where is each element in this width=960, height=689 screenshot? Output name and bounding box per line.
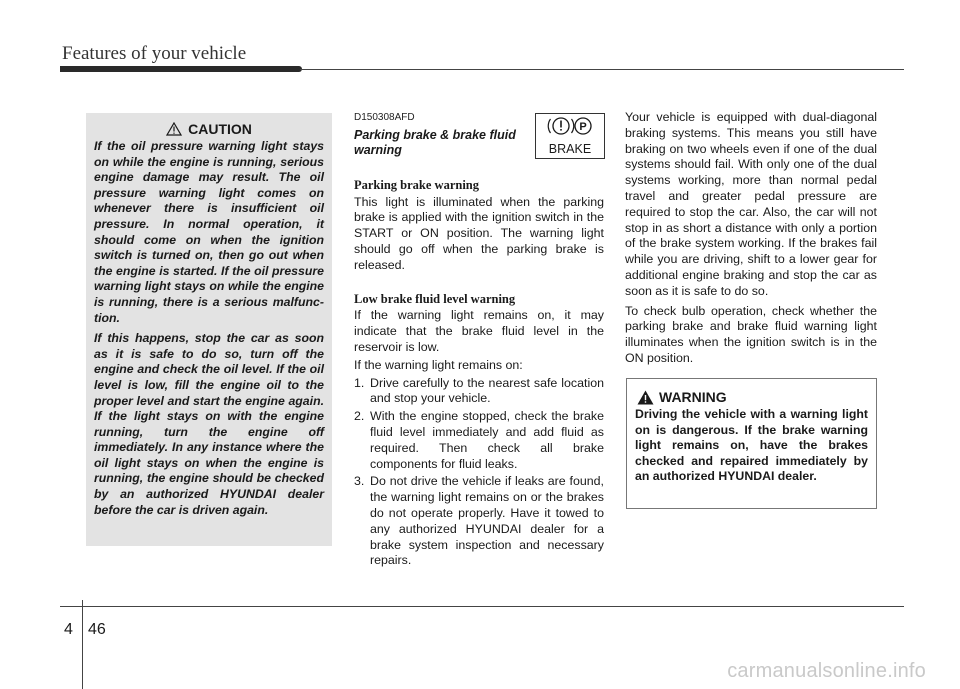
list-item: 3. Do not drive the vehicle if leaks are found, the warning light remains on or the brakes do not operate properly. Have it towed to any authorized HYUNDAI dealer for a brake system inspection and necessary repairs.	[354, 474, 604, 568]
brake-warning-icon	[535, 113, 605, 159]
section-code: D150308AFD	[354, 112, 415, 123]
warning-box	[626, 378, 877, 509]
header-rule-thick	[60, 66, 302, 72]
svg-text:P: P	[579, 121, 587, 133]
section-subtitle: Parking brake & brake fluid warning	[354, 127, 516, 157]
warning-text: Driving the vehicle with a warning light on is dangerous. If the brake warning light remains on, have the brakes checked and repaired immediately by an authorized HYUNDAI dealer.	[635, 407, 868, 484]
parking-brake-heading: Parking brake warning	[354, 177, 480, 192]
warning-triangle-icon	[637, 390, 654, 405]
warning-heading	[637, 389, 868, 405]
caution-paragraph-2: If this happens, stop the car as soon as it is safe to do so, turn off the engine and check the oil level. If the oil level is low, fill the engine oil to the proper level and start the engine again. If the light stays on with the engine running, turn the engine off immediately. In any instance where the oil light stays on when the engine is running, the engine should be checked by an authorized HYUNDAI dealer before the car is driven again.	[94, 331, 324, 517]
list-item: 2. With the engine stopped, check the brake fluid level immediately and add fluid as required. Then check all brake components for fluid leaks.	[354, 409, 604, 471]
middle-column	[354, 110, 604, 571]
page-header-title: Features of your vehicle	[62, 43, 247, 64]
chapter-number: 4	[64, 621, 73, 638]
header-rule-thin	[300, 69, 904, 70]
caution-triangle-icon	[166, 122, 182, 136]
caution-paragraph-1: If the oil pressure warning light stays on while the engine is running, serious engine damage may result. The oil pressure warning light comes on whenever there is insufficient oil pressure. In normal operation, it should come on when the ignition switch is turned on, then go out when the engine is started. If the oil pressure warning light stays on while the engine is running, there is a serious malfunction.	[94, 139, 324, 325]
footer-rule	[60, 606, 904, 607]
brake-icon-label: BRAKE	[548, 142, 592, 156]
caution-heading	[94, 121, 324, 137]
warning-title: WARNING	[659, 389, 727, 405]
caution-title: CAUTION	[188, 121, 252, 137]
bulb-check-text: To check bulb operation, check whether the parking brake and brake fluid warning light illuminates when the ignition switch is in the ON position.	[625, 303, 877, 365]
list-item: 1. Drive carefully to the nearest safe location and stop your vehicle.	[354, 375, 604, 406]
brake-fluid-heading: Low brake fluid level warning	[354, 291, 516, 306]
caution-box	[86, 113, 332, 546]
page-number: 46	[88, 621, 106, 638]
watermark-text: carmanualsonline.info	[727, 660, 926, 682]
footer-divider	[82, 600, 83, 689]
brake-steps-list	[354, 376, 604, 570]
brake-fluid-text: If the warning light remains on, it may indicate that the brake fluid level in the reservoir is low.	[354, 308, 604, 354]
dual-braking-text: Your vehicle is equipped with dual-diagonal braking systems. This means you still have braking on two wheels even if one of the dual systems should fail. With only one of the dual systems working, more than normal pedal travel and greater pedal pressure are required to stop the car. Also, the car will not stop in as short a distance with only a portion of the brake system working. If the brakes fail while you are driving, shift to a lower gear for additional engine braking and stop the car as soon as it is safe to do so.	[625, 110, 877, 298]
right-column	[625, 110, 877, 371]
brake-fluid-instruction: If the warning light remains on:	[354, 357, 523, 372]
parking-brake-text: This light is illuminated when the parking brake is applied with the ignition switch in the START or ON position. The warning light should go off when the parking brake is released.	[354, 194, 604, 272]
